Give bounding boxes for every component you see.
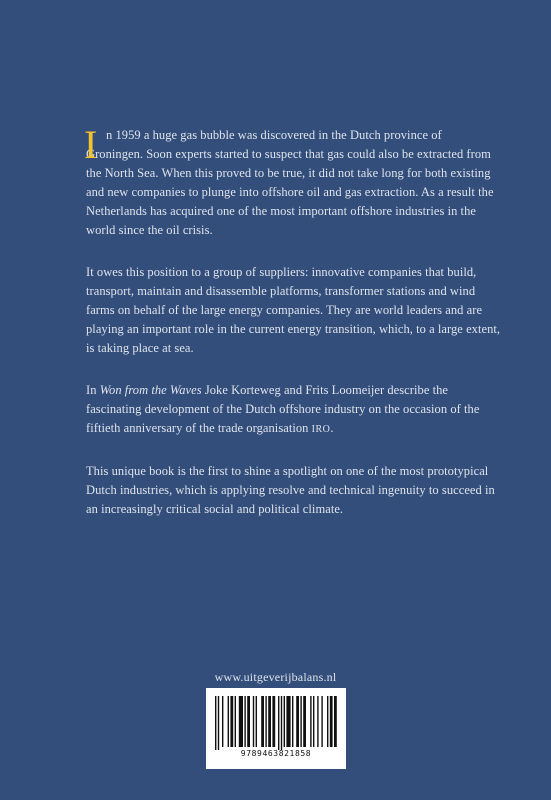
barcode-bar [261, 696, 264, 747]
book-title: Won from the Waves [99, 383, 202, 397]
barcode-bar [247, 696, 250, 747]
barcode-bar [218, 696, 219, 750]
publisher-website: www.uitgeverijbalans.nl [214, 670, 337, 684]
barcode-bar [235, 696, 236, 747]
barcode-bar [239, 696, 243, 747]
barcode-bar [256, 696, 257, 747]
barcode-bar [303, 696, 306, 747]
barcode-bar [313, 696, 314, 747]
barcode-bar [281, 696, 282, 750]
barcode-bar [317, 696, 318, 747]
blurb-paragraph-3-suffix: . [330, 421, 334, 435]
barcode-bar [244, 696, 245, 747]
blurb-paragraph-1 [84, 122, 506, 240]
blurb-paragraph-2: It owes this position to a group of suppliers: innovative companies that build, transport, maintain and disassemble platforms, transformer stations and wind farms on behalf of the large energy companies. They are world leaders and are playing an important role in the current energy transition, which, to a large extent, is taking place at sea. [86, 265, 501, 355]
barcode-bar [230, 696, 233, 747]
barcode-bar [292, 696, 293, 747]
isbn-digits: 9789463821858 [240, 749, 312, 758]
barcode-bar [215, 696, 216, 750]
organisation-name: IRO [311, 424, 331, 435]
blurb-paragraph-3-prefix: In [86, 383, 100, 397]
dropcap: I [84, 122, 98, 167]
blurb-paragraph-3 [86, 381, 506, 439]
barcode-bar [272, 696, 275, 747]
barcode-bar [228, 696, 229, 747]
barcode-bar [330, 696, 333, 747]
barcode-bar [222, 696, 223, 747]
barcode-bar [284, 696, 285, 747]
barcode-bar [296, 696, 299, 747]
barcode-bar [278, 696, 279, 750]
barcode-bar [334, 696, 337, 747]
barcode-bar [268, 696, 271, 747]
barcode-bar [310, 696, 311, 747]
barcode-bar [265, 696, 266, 747]
barcode-bar [300, 696, 301, 747]
barcode [206, 688, 346, 769]
blurb-paragraph-3-middle: Joke Korteweg and Frits Loomeijer describe the fascinating development of the Dutch offshore industry on the occasion of the fiftieth anniversary of the trade organisation [86, 383, 480, 435]
barcode-bar [253, 696, 254, 747]
blurb-text [84, 122, 506, 542]
barcode-bar [321, 696, 322, 747]
barcode-bar [286, 696, 290, 747]
blurb-paragraph-1-first-line: n 1959 a huge gas bubble was discovered in the Dutch province of [106, 128, 442, 142]
blurb-paragraph-1-rest: Groningen. Soon experts started to suspect that gas could also be extracted from the North Sea. When this proved to be true, it did not take long for both existing and new companies to plunge into offshore oil and gas extraction. As a result the Netherlands has acquired one of the most important offshore industries in the world since the oil crisis. [86, 147, 494, 237]
barcode-bar [327, 696, 328, 747]
blurb-paragraph-4: This unique book is the first to shine a spotlight on one of the most prototypical Dutch industries, which is applying resolve and technical ingenuity to succeed in an increasingly critical social and political climate. [86, 464, 495, 516]
